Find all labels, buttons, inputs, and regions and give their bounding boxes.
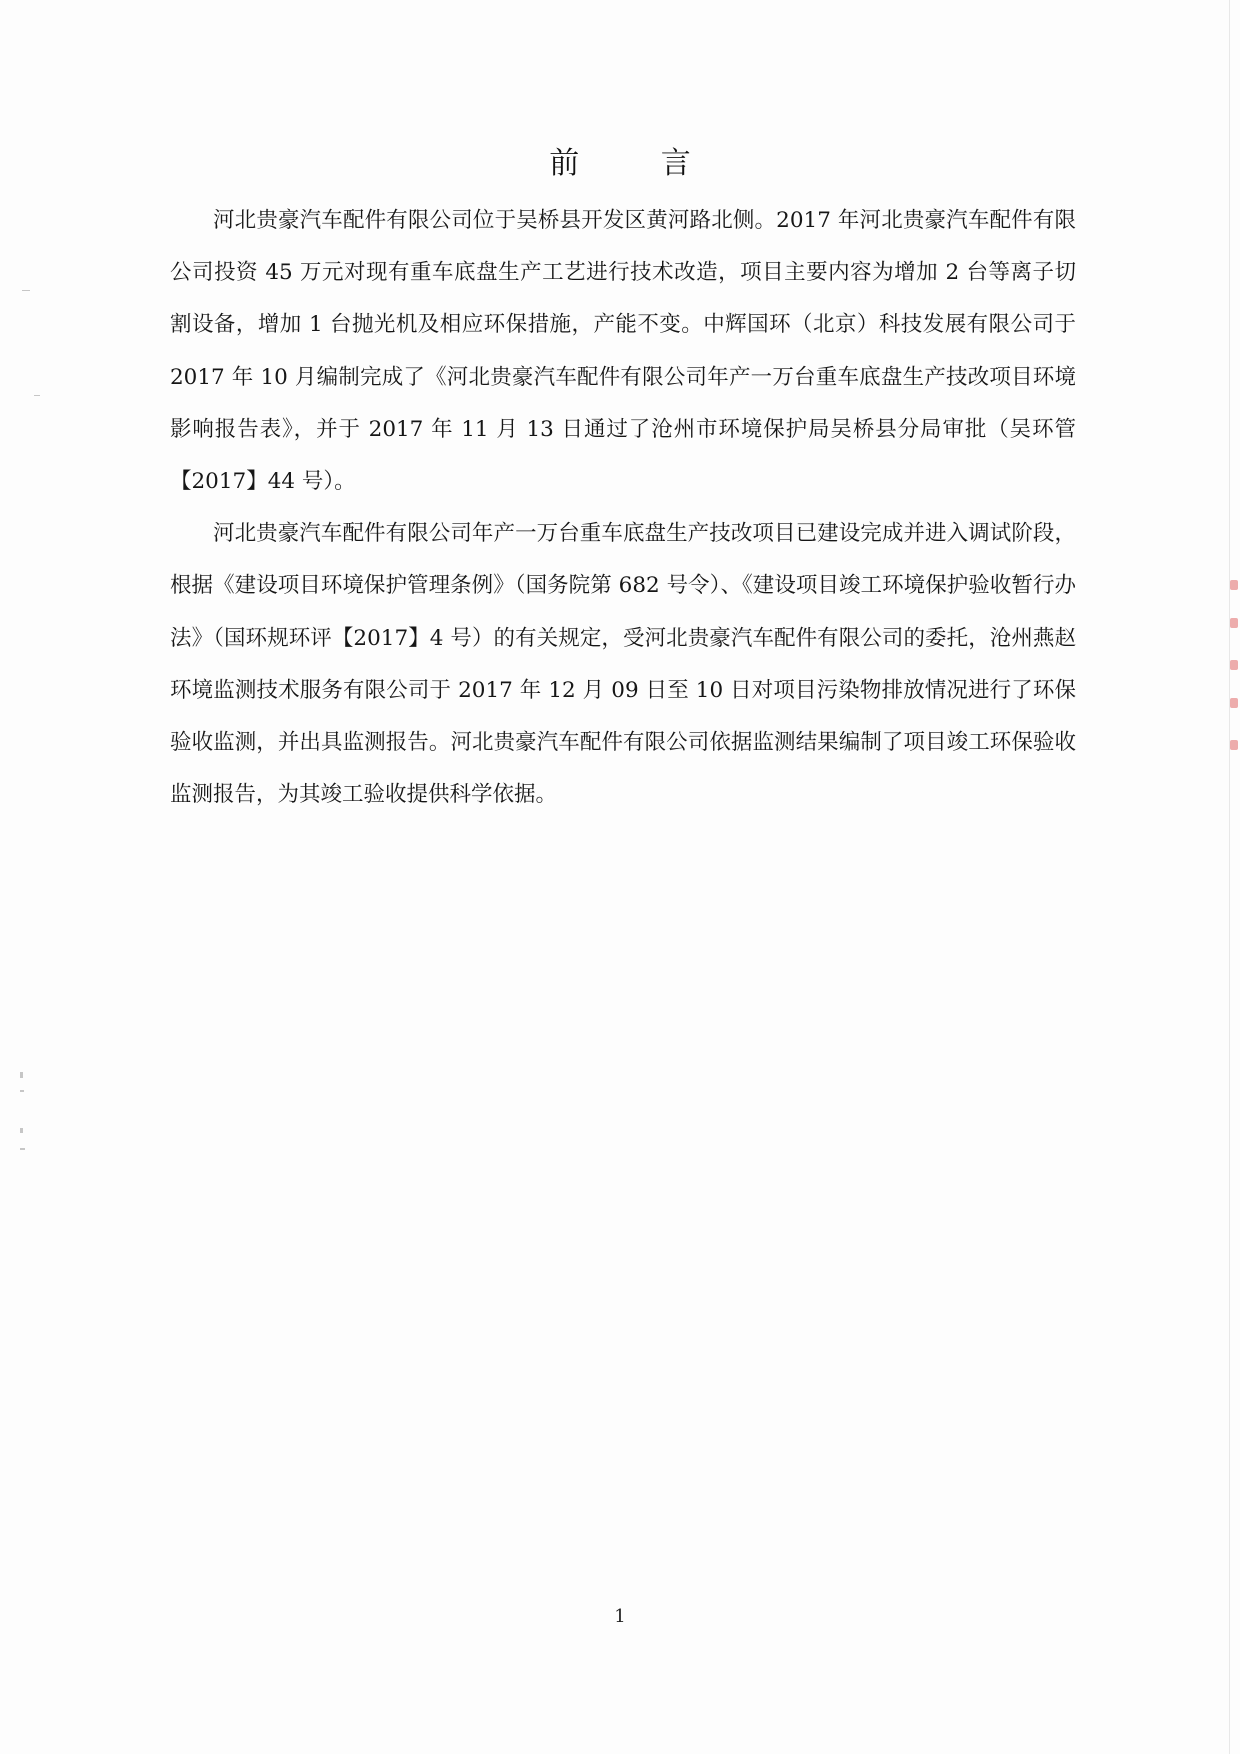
body-text <box>170 195 1076 821</box>
page-number: 1 <box>614 1606 626 1627</box>
scan-mark <box>22 290 30 291</box>
paragraph-1: 河北贵豪汽车配件有限公司位于吴桥县开发区黄河路北侧。2017 年河北贵豪汽车配件有限公司投资 45 万元对现有重车底盘生产工艺进行技术改造，项目主要内容为增加 2 台等离子切割设备，增加 1 台抛光机及相应环保措施，产能不变。中辉国环（北京）科技发展有限公司于 2017 年 10 月编制完成了《河北贵豪汽车配件有限公司年产一万台重车底盘生产技改项目环境影响报告表》，并于 2017 年 11 月 13 日通过了沧州市环境保护局吴桥县分局审批（吴环管【2017】44 号）。 <box>170 208 1076 495</box>
seal-edge-fragment <box>1226 580 1240 780</box>
paragraph-2: 河北贵豪汽车配件有限公司年产一万台重车底盘生产技改项目已建设完成并进入调试阶段，根据《建设项目环境保护管理条例》（国务院第 682 号令）、《建设项目竣工环境保护验收暂行办法》（国环规环评【2017】4 号）的有关规定，受河北贵豪汽车配件有限公司的委托，沧州燕赵环境监测技术服务有限公司于 2017 年 12 月 09 日至 10 日对项目污染物排放情况进行了环保验收监测，并出具监测报告。河北贵豪汽车配件有限公司依据监测结果编制了项目竣工环保验收监测报告，为其竣工验收提供科学依据。 <box>170 521 1076 808</box>
scan-mark <box>20 1128 23 1133</box>
scan-mark <box>34 395 40 396</box>
scan-edge <box>1229 0 1230 1754</box>
scan-mark <box>20 1148 25 1150</box>
scan-mark <box>20 1090 24 1092</box>
page-title: 前 言 <box>549 146 727 181</box>
scan-mark <box>20 1072 23 1078</box>
